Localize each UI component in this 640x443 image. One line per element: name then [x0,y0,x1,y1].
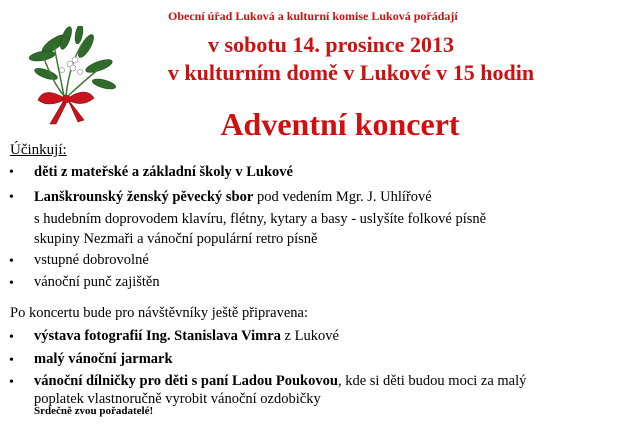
list-item-bold: výstava fotografií Ing. Stanislava Vimra [34,328,281,344]
event-date: v sobotu 14. prosince 2013 [208,32,454,57]
event-place: v kulturním domě v Lukové v 15 hodin [167,60,535,85]
performers-heading: Účinkují: [10,142,67,158]
list-item [34,327,339,345]
list-item-text: z Lukové [280,328,339,344]
list-item [34,372,526,390]
after-concert-heading: Po koncertu bude pro návštěvníky ještě připravena: [10,305,308,321]
bullet-icon: • [9,254,14,269]
bullet-icon: • [9,330,14,345]
list-item: vstupné dobrovolné [34,252,149,268]
list-item-bold: malý vánoční jarmark [34,351,173,367]
bullet-icon: • [9,190,14,205]
list-item-continuation: s hudebním doprovodem klavíru, flétny, kytary a basy - uslyšíte folkové písně [34,211,487,227]
list-item-text: , kde si děti budou moci za malý [337,373,527,389]
list-item: vánoční punč zajištěn [34,274,160,290]
list-item [34,350,173,368]
bullet-icon: • [9,375,14,390]
list-item-continuation: poplatek vlastnoručně vyrobit vánoční ozdobičky [34,391,321,407]
signature: Srdečně zvou pořadatelé! [34,405,154,417]
list-item-text: pod vedením Mgr. J. Uhlířové [253,189,432,205]
organizer-line: Obecní úřad Luková a kulturní komise Luková pořádají [168,9,458,23]
page-title: Adventní koncert [220,106,460,142]
bullet-icon: • [9,276,14,291]
list-item-continuation: skupiny Nezmaři a vánoční populární retro písně [34,231,318,247]
list-item-bold: Lanškrounský ženský pěvecký sbor [34,189,254,205]
list-item [34,163,293,181]
list-item-bold: děti z mateřské a základní školy v Lukové [34,164,293,180]
list-item-bold: vánoční dílničky pro děti s paní Ladou Poukovou [34,373,338,389]
bullet-icon: • [9,353,14,368]
bullet-icon: • [9,165,14,180]
list-item [34,188,432,206]
